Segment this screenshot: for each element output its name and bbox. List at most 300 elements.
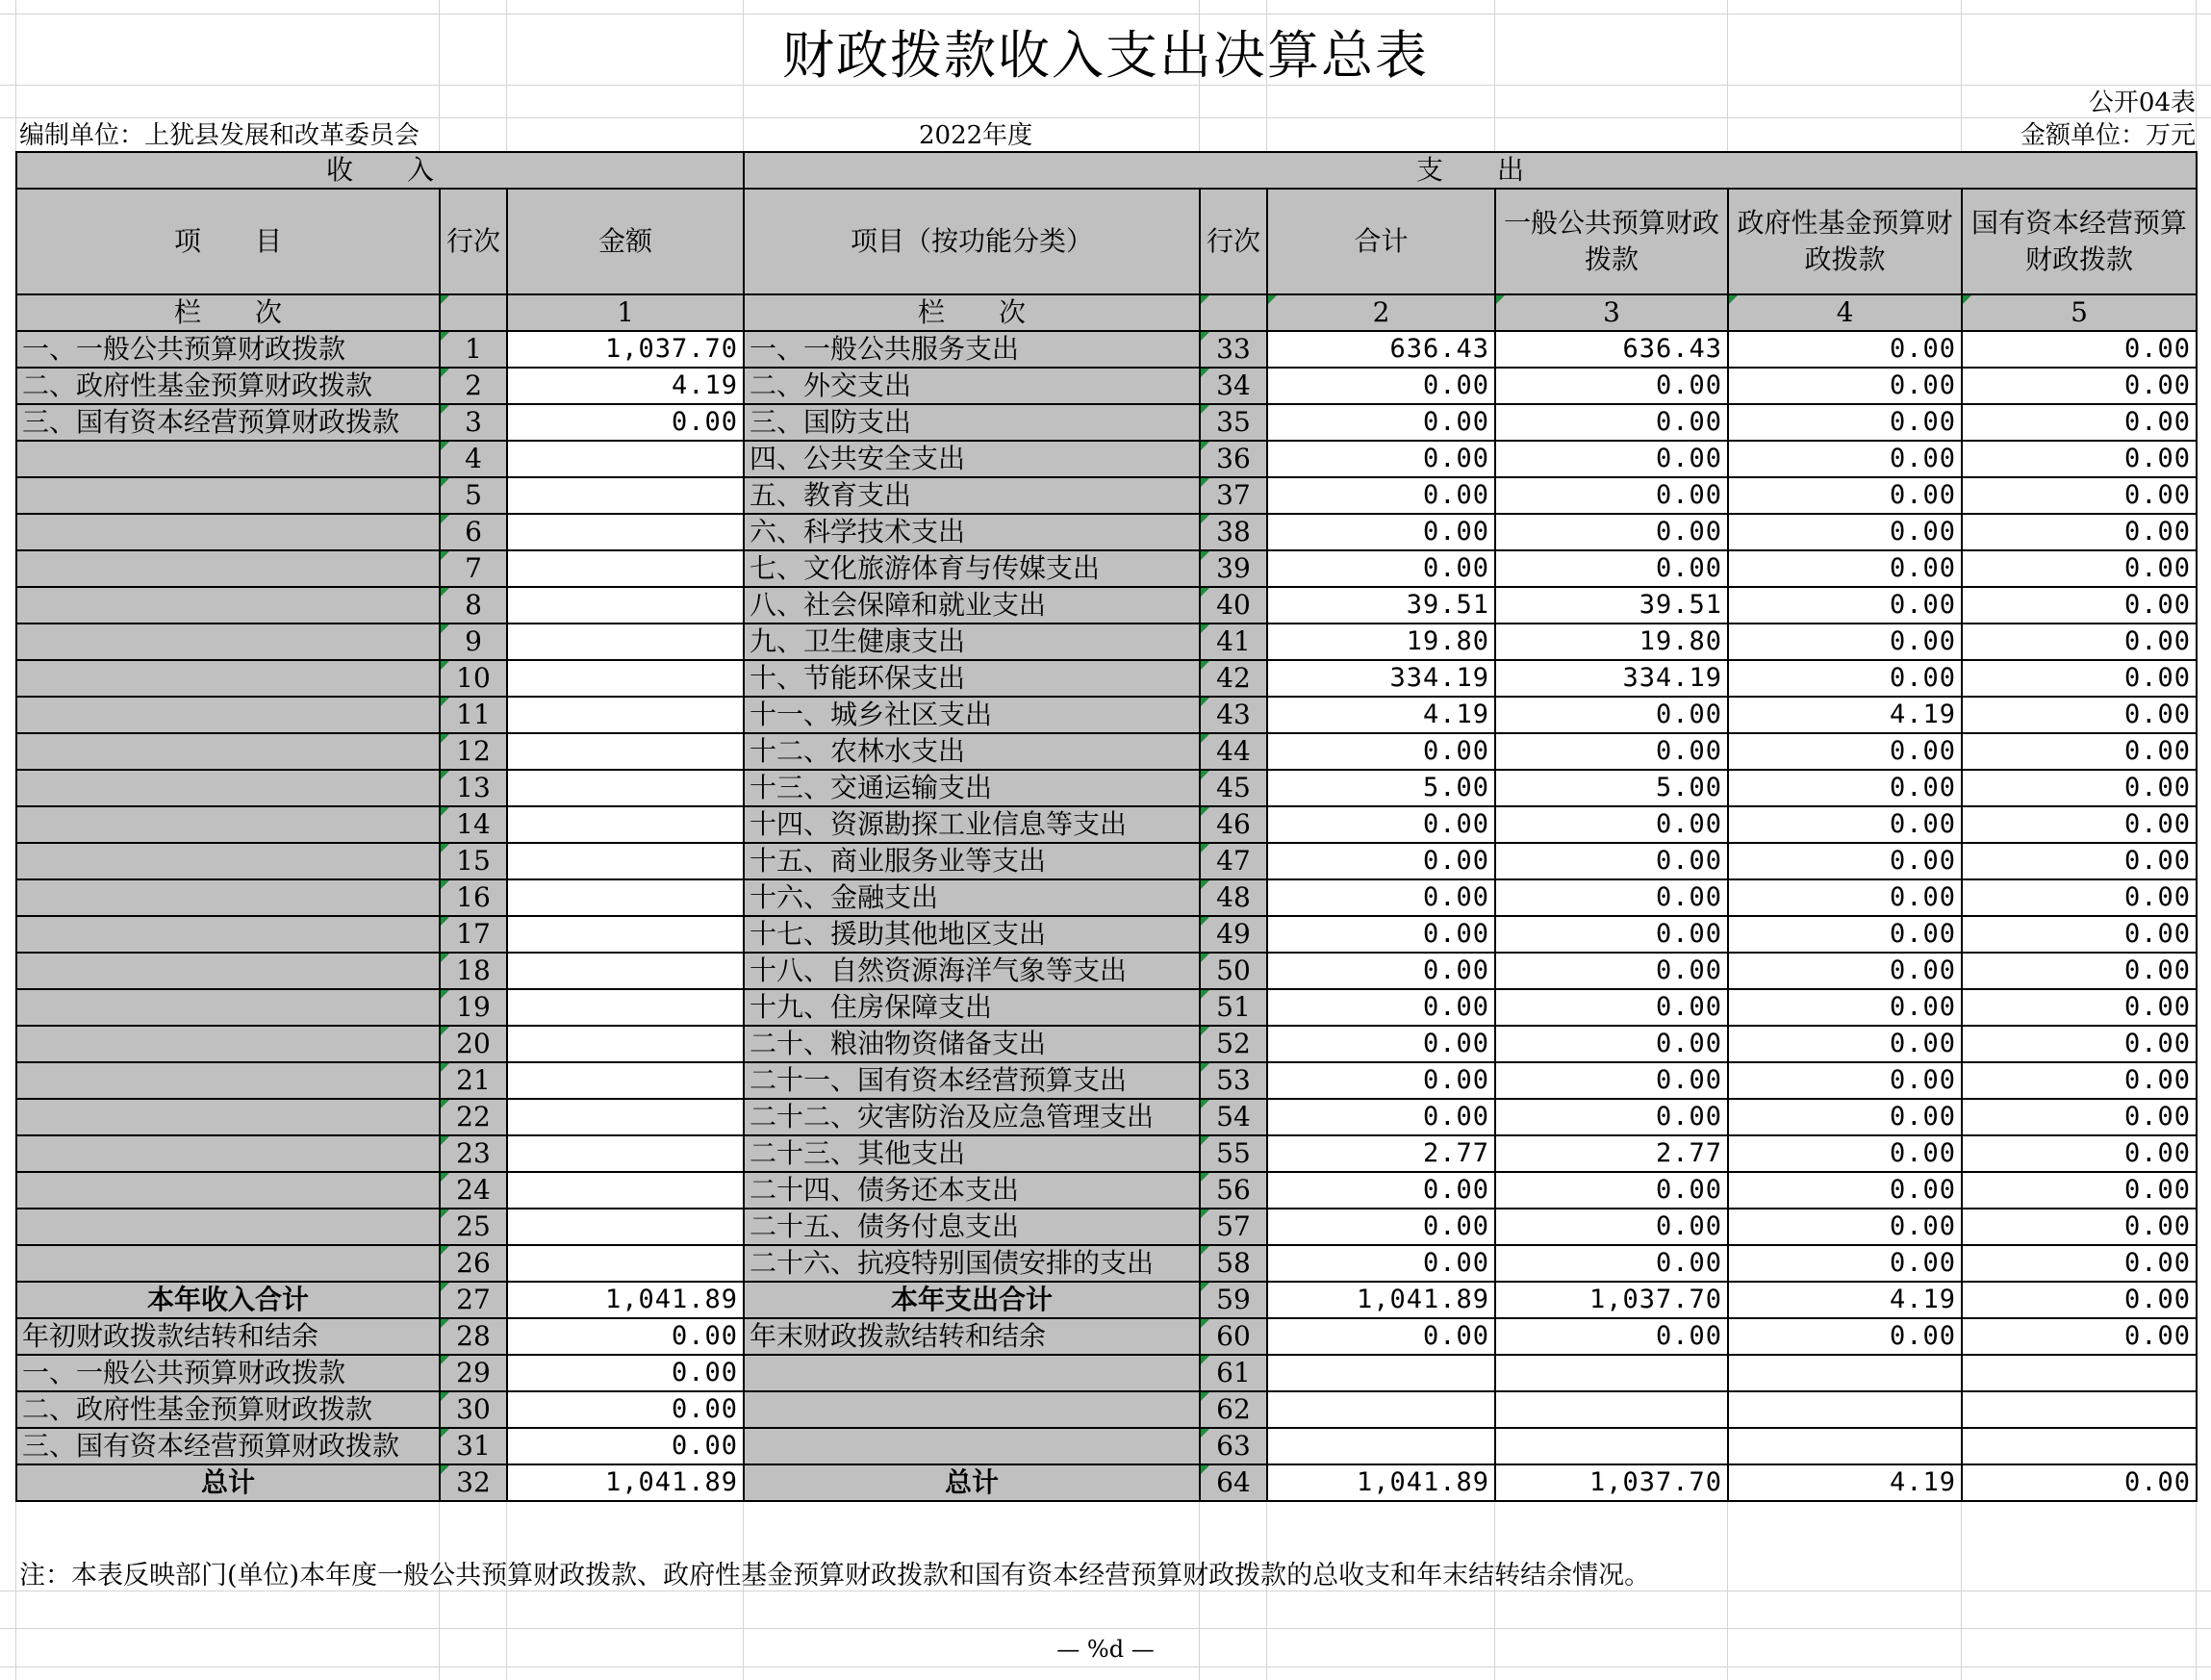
page-number-footer: — %d — bbox=[1056, 1636, 1155, 1663]
table-row bbox=[16, 916, 2197, 953]
expense-general-budget: 1,037.70 bbox=[1495, 1464, 1728, 1501]
table-row bbox=[16, 1062, 2197, 1099]
expense-item: 二十二、灾害防治及应急管理支出 bbox=[744, 1099, 1200, 1135]
income-item: 一、一般公共预算财政拨款 bbox=[16, 331, 440, 368]
expense-gov-fund: 0.00 bbox=[1728, 806, 1962, 843]
income-row-no: 12 bbox=[440, 733, 507, 770]
table-row bbox=[16, 733, 2197, 770]
income-row-no: 13 bbox=[440, 770, 507, 806]
income-row-no: 1 bbox=[440, 331, 507, 368]
income-amount: 0.00 bbox=[507, 1318, 744, 1355]
expense-item: 一、一般公共服务支出 bbox=[744, 331, 1200, 368]
expense-state-capital: 0.00 bbox=[1962, 1026, 2197, 1062]
report-year: 2022年度 bbox=[919, 121, 1033, 150]
expense-total: 0.00 bbox=[1267, 514, 1495, 550]
income-row-no: 19 bbox=[440, 989, 507, 1026]
expense-row-no: 34 bbox=[1200, 368, 1267, 404]
table-row bbox=[16, 1245, 2197, 1282]
expense-gov-fund: 0.00 bbox=[1728, 404, 1962, 441]
expense-row-no: 44 bbox=[1200, 733, 1267, 770]
expense-item: 年末财政拨款结转和结余 bbox=[744, 1318, 1200, 1355]
amount-unit: 金额单位：万元 bbox=[2020, 121, 2196, 150]
expense-state-capital: 0.00 bbox=[1962, 1464, 2197, 1501]
expense-row-no: 55 bbox=[1200, 1135, 1267, 1172]
expense-state-capital: 0.00 bbox=[1962, 916, 2197, 953]
expense-row-no: 57 bbox=[1200, 1209, 1267, 1245]
expense-row-no: 63 bbox=[1200, 1428, 1267, 1464]
expense-row-no: 47 bbox=[1200, 843, 1267, 879]
expense-item: 十七、援助其他地区支出 bbox=[744, 916, 1200, 953]
income-item bbox=[16, 441, 440, 477]
expense-state-capital: 0.00 bbox=[1962, 770, 2197, 806]
expense-general-budget: 2.77 bbox=[1495, 1135, 1728, 1172]
expense-general-budget: 0.00 bbox=[1495, 1026, 1728, 1062]
income-amount: 0.00 bbox=[507, 1391, 744, 1428]
expense-item: 十四、资源勘探工业信息等支出 bbox=[744, 806, 1200, 843]
carry-detail-row bbox=[16, 1428, 2197, 1464]
income-item bbox=[16, 550, 440, 587]
expense-gov-fund: 0.00 bbox=[1728, 550, 1962, 587]
expense-general-budget: 0.00 bbox=[1495, 879, 1728, 916]
expense-row-no: 62 bbox=[1200, 1391, 1267, 1428]
expense-state-capital: 0.00 bbox=[1962, 1135, 2197, 1172]
table-row bbox=[16, 1026, 2197, 1062]
expense-item: 十二、农林水支出 bbox=[744, 733, 1200, 770]
expense-row-no: 38 bbox=[1200, 514, 1267, 550]
table-row bbox=[16, 770, 2197, 806]
table-row bbox=[16, 624, 2197, 660]
expense-total: 0.00 bbox=[1267, 477, 1495, 514]
table-row bbox=[16, 368, 2197, 404]
table-row bbox=[16, 1135, 2197, 1172]
expense-row-no: 56 bbox=[1200, 1172, 1267, 1209]
income-amount bbox=[507, 477, 744, 514]
expense-gov-fund: 0.00 bbox=[1728, 879, 1962, 916]
income-row-no: 5 bbox=[440, 477, 507, 514]
col-header-item: 项 目 bbox=[16, 189, 440, 294]
income-item bbox=[16, 989, 440, 1026]
table-row bbox=[16, 1099, 2197, 1135]
income-amount bbox=[507, 953, 744, 989]
income-row-no: 4 bbox=[440, 441, 507, 477]
expense-item: 二十一、国有资本经营预算支出 bbox=[744, 1062, 1200, 1099]
expense-state-capital: 0.00 bbox=[1962, 441, 2197, 477]
income-item: 三、国有资本经营预算财政拨款 bbox=[16, 404, 440, 441]
table-row bbox=[16, 331, 2197, 368]
expense-gov-fund: 0.00 bbox=[1728, 916, 1962, 953]
expense-state-capital: 0.00 bbox=[1962, 331, 2197, 368]
expense-item: 本年支出合计 bbox=[744, 1282, 1200, 1318]
col-number-5: 5 bbox=[1962, 294, 2197, 331]
income-item bbox=[16, 514, 440, 550]
col-header-row-no: 行次 bbox=[440, 189, 507, 294]
expense-gov-fund: 0.00 bbox=[1728, 770, 1962, 806]
expense-general-budget: 0.00 bbox=[1495, 550, 1728, 587]
header-row-column-numbers bbox=[16, 294, 2197, 331]
income-item: 二、政府性基金预算财政拨款 bbox=[16, 368, 440, 404]
income-amount bbox=[507, 441, 744, 477]
income-row-no: 31 bbox=[440, 1428, 507, 1464]
expense-general-budget: 39.51 bbox=[1495, 587, 1728, 624]
table-row bbox=[16, 697, 2197, 733]
income-amount: 1,041.89 bbox=[507, 1282, 744, 1318]
expense-gov-fund: 0.00 bbox=[1728, 1135, 1962, 1172]
report-title: 财政拨款收入支出决算总表 bbox=[782, 25, 1429, 86]
expense-general-budget: 0.00 bbox=[1495, 843, 1728, 879]
income-row-no: 26 bbox=[440, 1245, 507, 1282]
col-header-total: 合计 bbox=[1267, 189, 1495, 294]
income-amount bbox=[507, 624, 744, 660]
expense-total: 0.00 bbox=[1267, 879, 1495, 916]
expense-item: 十五、商业服务业等支出 bbox=[744, 843, 1200, 879]
expense-row-no: 61 bbox=[1200, 1355, 1267, 1391]
expense-state-capital: 0.00 bbox=[1962, 953, 2197, 989]
expense-state-capital bbox=[1962, 1428, 2197, 1464]
expense-item: 六、科学技术支出 bbox=[744, 514, 1200, 550]
income-row-no: 10 bbox=[440, 660, 507, 697]
expense-gov-fund: 0.00 bbox=[1728, 1026, 1962, 1062]
grand-total-row bbox=[16, 1464, 2197, 1501]
expense-row-no: 64 bbox=[1200, 1464, 1267, 1501]
income-row-no: 21 bbox=[440, 1062, 507, 1099]
expense-item: 二十六、抗疫特别国债安排的支出 bbox=[744, 1245, 1200, 1282]
expense-row-no: 42 bbox=[1200, 660, 1267, 697]
income-item bbox=[16, 843, 440, 879]
expense-item: 十九、住房保障支出 bbox=[744, 989, 1200, 1026]
expense-total bbox=[1267, 1391, 1495, 1428]
income-amount bbox=[507, 916, 744, 953]
expense-total: 5.00 bbox=[1267, 770, 1495, 806]
income-item bbox=[16, 733, 440, 770]
expense-total: 334.19 bbox=[1267, 660, 1495, 697]
expense-item: 二十三、其他支出 bbox=[744, 1135, 1200, 1172]
income-row-no: 14 bbox=[440, 806, 507, 843]
income-amount bbox=[507, 697, 744, 733]
expense-general-budget: 0.00 bbox=[1495, 477, 1728, 514]
table-note: 注：本表反映部门(单位)本年度一般公共预算财政拨款、政府性基金预算财政拨款和国有资本经营预算财政拨款的总收支和年末结转结余情况。 bbox=[19, 1561, 1651, 1591]
expense-state-capital: 0.00 bbox=[1962, 368, 2197, 404]
expense-item: 二十四、债务还本支出 bbox=[744, 1172, 1200, 1209]
col-number-4: 4 bbox=[1728, 294, 1962, 331]
table-row bbox=[16, 843, 2197, 879]
expense-general-budget: 0.00 bbox=[1495, 441, 1728, 477]
income-item bbox=[16, 770, 440, 806]
col-number-3: 3 bbox=[1495, 294, 1728, 331]
expense-row-no: 52 bbox=[1200, 1026, 1267, 1062]
income-item bbox=[16, 1172, 440, 1209]
table-row bbox=[16, 879, 2197, 916]
income-row-no: 15 bbox=[440, 843, 507, 879]
expense-row-no: 39 bbox=[1200, 550, 1267, 587]
income-amount bbox=[507, 587, 744, 624]
expense-state-capital: 0.00 bbox=[1962, 1282, 2197, 1318]
table-row bbox=[16, 404, 2197, 441]
expense-general-budget bbox=[1495, 1428, 1728, 1464]
expense-item bbox=[744, 1391, 1200, 1428]
income-row-no: 29 bbox=[440, 1355, 507, 1391]
lanci-label-2: 栏 次 bbox=[744, 294, 1200, 331]
income-amount bbox=[507, 1209, 744, 1245]
income-amount bbox=[507, 770, 744, 806]
expense-total: 2.77 bbox=[1267, 1135, 1495, 1172]
budget-summary-table bbox=[15, 151, 2198, 1502]
expense-gov-fund: 0.00 bbox=[1728, 514, 1962, 550]
expense-item: 十六、金融支出 bbox=[744, 879, 1200, 916]
expense-state-capital: 0.00 bbox=[1962, 989, 2197, 1026]
expense-general-budget: 0.00 bbox=[1495, 404, 1728, 441]
compiling-unit: 编制单位：上犹县发展和改革委员会 bbox=[19, 121, 420, 150]
expense-general-budget bbox=[1495, 1355, 1728, 1391]
expense-total: 4.19 bbox=[1267, 697, 1495, 733]
income-amount bbox=[507, 1062, 744, 1099]
expense-item: 总计 bbox=[744, 1464, 1200, 1501]
expense-total: 636.43 bbox=[1267, 331, 1495, 368]
income-amount bbox=[507, 1099, 744, 1135]
expense-total: 1,041.89 bbox=[1267, 1464, 1495, 1501]
expense-state-capital: 0.00 bbox=[1962, 514, 2197, 550]
income-amount bbox=[507, 843, 744, 879]
expense-row-no: 60 bbox=[1200, 1318, 1267, 1355]
income-row-no: 17 bbox=[440, 916, 507, 953]
expense-row-no: 45 bbox=[1200, 770, 1267, 806]
income-row-no: 28 bbox=[440, 1318, 507, 1355]
expense-state-capital: 0.00 bbox=[1962, 587, 2197, 624]
income-row-no: 7 bbox=[440, 550, 507, 587]
expense-row-no: 59 bbox=[1200, 1282, 1267, 1318]
income-amount bbox=[507, 1135, 744, 1172]
expense-item: 十一、城乡社区支出 bbox=[744, 697, 1200, 733]
expense-state-capital: 0.00 bbox=[1962, 1245, 2197, 1282]
expense-state-capital: 0.00 bbox=[1962, 624, 2197, 660]
expense-total: 39.51 bbox=[1267, 587, 1495, 624]
expense-row-no: 35 bbox=[1200, 404, 1267, 441]
expense-row-no: 46 bbox=[1200, 806, 1267, 843]
expense-general-budget: 0.00 bbox=[1495, 514, 1728, 550]
expense-gov-fund: 0.00 bbox=[1728, 660, 1962, 697]
income-section-header: 收 入 bbox=[16, 152, 744, 189]
expense-general-budget: 334.19 bbox=[1495, 660, 1728, 697]
expense-total: 0.00 bbox=[1267, 953, 1495, 989]
expense-gov-fund: 0.00 bbox=[1728, 624, 1962, 660]
income-amount: 4.19 bbox=[507, 368, 744, 404]
table-row bbox=[16, 660, 2197, 697]
expense-gov-fund: 0.00 bbox=[1728, 441, 1962, 477]
expense-gov-fund: 0.00 bbox=[1728, 368, 1962, 404]
expense-state-capital: 0.00 bbox=[1962, 879, 2197, 916]
expense-gov-fund: 0.00 bbox=[1728, 953, 1962, 989]
expense-total: 0.00 bbox=[1267, 843, 1495, 879]
income-item bbox=[16, 1062, 440, 1099]
expense-total bbox=[1267, 1428, 1495, 1464]
expense-item: 七、文化旅游体育与传媒支出 bbox=[744, 550, 1200, 587]
expense-state-capital: 0.00 bbox=[1962, 1318, 2197, 1355]
expense-item: 十三、交通运输支出 bbox=[744, 770, 1200, 806]
income-row-no: 30 bbox=[440, 1391, 507, 1428]
income-row-no: 8 bbox=[440, 587, 507, 624]
carry-over-row bbox=[16, 1318, 2197, 1355]
lanci-blank bbox=[440, 294, 507, 331]
income-item bbox=[16, 806, 440, 843]
table-row bbox=[16, 1172, 2197, 1209]
expense-state-capital: 0.00 bbox=[1962, 404, 2197, 441]
expense-state-capital: 0.00 bbox=[1962, 806, 2197, 843]
table-row bbox=[16, 550, 2197, 587]
expense-section-header: 支 出 bbox=[744, 152, 2197, 189]
expense-item bbox=[744, 1355, 1200, 1391]
expense-gov-fund: 0.00 bbox=[1728, 1172, 1962, 1209]
income-item bbox=[16, 697, 440, 733]
expense-state-capital: 0.00 bbox=[1962, 1062, 2197, 1099]
expense-row-no: 48 bbox=[1200, 879, 1267, 916]
income-amount bbox=[507, 733, 744, 770]
expense-general-budget: 0.00 bbox=[1495, 733, 1728, 770]
expense-state-capital: 0.00 bbox=[1962, 697, 2197, 733]
income-row-no: 11 bbox=[440, 697, 507, 733]
expense-general-budget: 0.00 bbox=[1495, 1062, 1728, 1099]
expense-general-budget: 0.00 bbox=[1495, 806, 1728, 843]
expense-total bbox=[1267, 1355, 1495, 1391]
expense-item: 二十、粮油物资储备支出 bbox=[744, 1026, 1200, 1062]
expense-general-budget: 0.00 bbox=[1495, 916, 1728, 953]
lanci-label: 栏 次 bbox=[16, 294, 440, 331]
expense-item bbox=[744, 1428, 1200, 1464]
expense-gov-fund: 0.00 bbox=[1728, 1209, 1962, 1245]
expense-item: 四、公共安全支出 bbox=[744, 441, 1200, 477]
income-row-no: 24 bbox=[440, 1172, 507, 1209]
income-row-no: 32 bbox=[440, 1464, 507, 1501]
expense-state-capital: 0.00 bbox=[1962, 660, 2197, 697]
expense-gov-fund: 0.00 bbox=[1728, 1318, 1962, 1355]
grid-line bbox=[0, 117, 2211, 118]
expense-total: 0.00 bbox=[1267, 1318, 1495, 1355]
income-amount bbox=[507, 514, 744, 550]
expense-gov-fund: 0.00 bbox=[1728, 331, 1962, 368]
col-number-1: 1 bbox=[507, 294, 744, 331]
expense-item: 二、外交支出 bbox=[744, 368, 1200, 404]
expense-row-no: 58 bbox=[1200, 1245, 1267, 1282]
expense-general-budget: 1,037.70 bbox=[1495, 1282, 1728, 1318]
expense-general-budget: 5.00 bbox=[1495, 770, 1728, 806]
expense-gov-fund: 0.00 bbox=[1728, 843, 1962, 879]
table-row bbox=[16, 514, 2197, 550]
col-header-state-capital: 国有资本经营预算财政拨款 bbox=[1962, 189, 2197, 294]
income-item bbox=[16, 477, 440, 514]
form-number: 公开04表 bbox=[2088, 89, 2196, 117]
expense-gov-fund bbox=[1728, 1428, 1962, 1464]
expense-total: 0.00 bbox=[1267, 733, 1495, 770]
header-row-section bbox=[16, 152, 2197, 189]
income-item bbox=[16, 1245, 440, 1282]
header-row-columns bbox=[16, 189, 2197, 294]
expense-item: 三、国防支出 bbox=[744, 404, 1200, 441]
income-amount: 1,037.70 bbox=[507, 331, 744, 368]
expense-total: 0.00 bbox=[1267, 1245, 1495, 1282]
table-row bbox=[16, 953, 2197, 989]
income-row-no: 20 bbox=[440, 1026, 507, 1062]
expense-general-budget: 0.00 bbox=[1495, 1172, 1728, 1209]
table-row bbox=[16, 441, 2197, 477]
expense-row-no: 53 bbox=[1200, 1062, 1267, 1099]
income-row-no: 22 bbox=[440, 1099, 507, 1135]
carry-detail-row bbox=[16, 1391, 2197, 1428]
income-item bbox=[16, 953, 440, 989]
expense-gov-fund: 0.00 bbox=[1728, 989, 1962, 1026]
income-amount bbox=[507, 989, 744, 1026]
col-header-general-budget: 一般公共预算财政拨款 bbox=[1495, 189, 1728, 294]
income-item bbox=[16, 879, 440, 916]
income-item: 三、国有资本经营预算财政拨款 bbox=[16, 1428, 440, 1464]
expense-state-capital: 0.00 bbox=[1962, 1172, 2197, 1209]
expense-gov-fund bbox=[1728, 1355, 1962, 1391]
expense-total: 0.00 bbox=[1267, 1026, 1495, 1062]
income-item bbox=[16, 916, 440, 953]
expense-gov-fund: 0.00 bbox=[1728, 1099, 1962, 1135]
col-header-gov-fund: 政府性基金预算财政拨款 bbox=[1728, 189, 1962, 294]
income-item bbox=[16, 1099, 440, 1135]
income-amount bbox=[507, 879, 744, 916]
income-row-no: 25 bbox=[440, 1209, 507, 1245]
income-item: 二、政府性基金预算财政拨款 bbox=[16, 1391, 440, 1428]
expense-item: 九、卫生健康支出 bbox=[744, 624, 1200, 660]
expense-gov-fund: 4.19 bbox=[1728, 1464, 1962, 1501]
income-row-no: 6 bbox=[440, 514, 507, 550]
expense-gov-fund: 0.00 bbox=[1728, 1062, 1962, 1099]
carry-detail-row bbox=[16, 1355, 2197, 1391]
income-row-no: 9 bbox=[440, 624, 507, 660]
col-header-func-item: 项目（按功能分类） bbox=[744, 189, 1200, 294]
expense-total: 0.00 bbox=[1267, 916, 1495, 953]
col-number-2: 2 bbox=[1267, 294, 1495, 331]
expense-general-budget bbox=[1495, 1391, 1728, 1428]
income-item bbox=[16, 1135, 440, 1172]
expense-gov-fund: 0.00 bbox=[1728, 477, 1962, 514]
expense-state-capital: 0.00 bbox=[1962, 843, 2197, 879]
expense-general-budget: 0.00 bbox=[1495, 1099, 1728, 1135]
expense-general-budget: 636.43 bbox=[1495, 331, 1728, 368]
expense-total: 0.00 bbox=[1267, 1172, 1495, 1209]
lanci-blank-2 bbox=[1200, 294, 1267, 331]
grid-line bbox=[0, 13, 2211, 14]
expense-total: 0.00 bbox=[1267, 806, 1495, 843]
expense-total: 0.00 bbox=[1267, 441, 1495, 477]
expense-general-budget: 0.00 bbox=[1495, 953, 1728, 989]
expense-state-capital: 0.00 bbox=[1962, 733, 2197, 770]
expense-general-budget: 0.00 bbox=[1495, 1209, 1728, 1245]
expense-row-no: 36 bbox=[1200, 441, 1267, 477]
expense-state-capital bbox=[1962, 1391, 2197, 1428]
income-amount bbox=[507, 1026, 744, 1062]
expense-row-no: 41 bbox=[1200, 624, 1267, 660]
expense-row-no: 37 bbox=[1200, 477, 1267, 514]
income-row-no: 27 bbox=[440, 1282, 507, 1318]
expense-state-capital: 0.00 bbox=[1962, 1099, 2197, 1135]
income-amount: 1,041.89 bbox=[507, 1464, 744, 1501]
income-amount bbox=[507, 806, 744, 843]
expense-gov-fund: 4.19 bbox=[1728, 1282, 1962, 1318]
table-row bbox=[16, 806, 2197, 843]
income-amount bbox=[507, 1245, 744, 1282]
expense-item: 二十五、债务付息支出 bbox=[744, 1209, 1200, 1245]
expense-gov-fund: 0.00 bbox=[1728, 587, 1962, 624]
expense-state-capital: 0.00 bbox=[1962, 550, 2197, 587]
grid-line bbox=[0, 1628, 2211, 1629]
expense-row-no: 49 bbox=[1200, 916, 1267, 953]
income-row-no: 2 bbox=[440, 368, 507, 404]
expense-general-budget: 0.00 bbox=[1495, 697, 1728, 733]
col-header-amount: 金额 bbox=[507, 189, 744, 294]
expense-total: 1,041.89 bbox=[1267, 1282, 1495, 1318]
expense-item: 五、教育支出 bbox=[744, 477, 1200, 514]
